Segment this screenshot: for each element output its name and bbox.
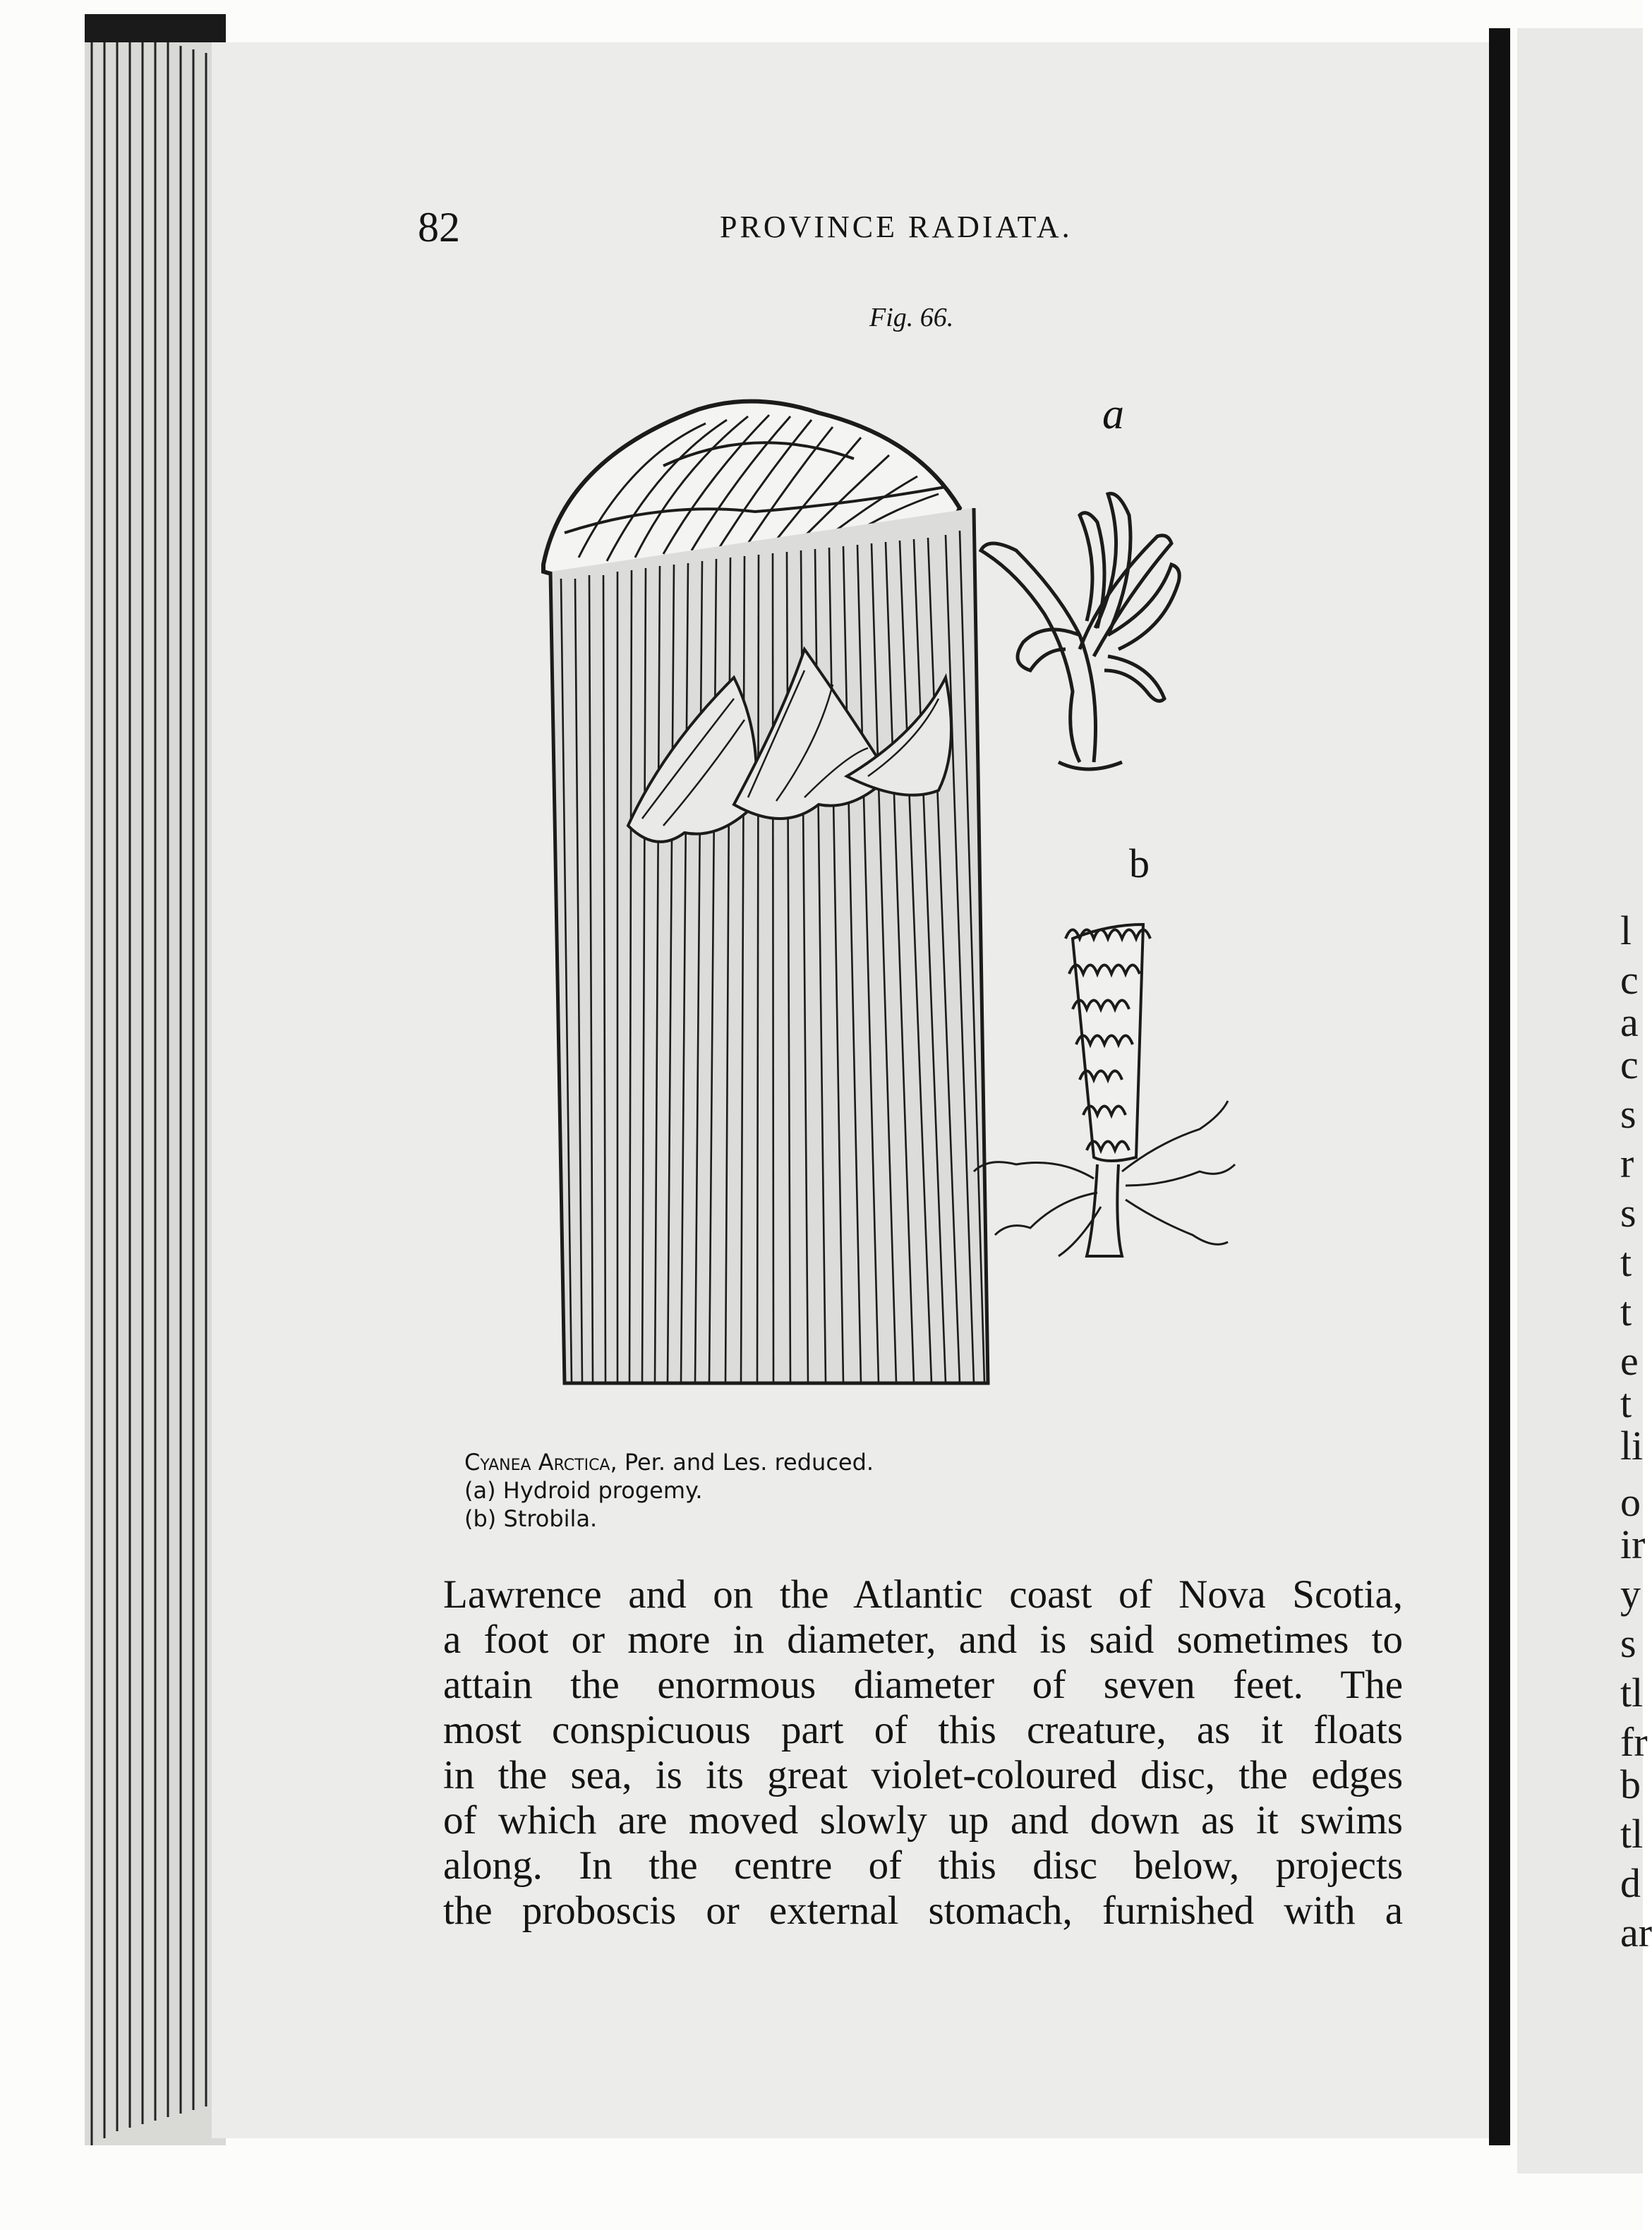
figure-caption [464,1448,1142,1533]
facing-letter: t [1620,1239,1632,1285]
body-line: in the sea, is its great violet-coloured disc, the edges [443,1753,1403,1797]
facing-letter: li [1620,1423,1644,1469]
facing-letter: tl [1620,1670,1644,1716]
caption-species: Cyanea Arctica [464,1449,610,1476]
running-head: PROVINCE RADIATA. [720,210,1073,244]
body-line: a foot or more in diameter, and is said sometimes to [443,1617,1403,1662]
facing-letter: t [1620,1289,1632,1334]
hydroid-progeny-drawing [981,493,1179,769]
caption-line: (a) Hydroid progemy. [464,1477,703,1504]
facing-letter: c [1620,957,1639,1003]
caption-line: (b) Strobila. [464,1505,598,1532]
body-line: most conspicuous part of this creature, as it floats [443,1708,1403,1752]
facing-letter: a [1620,999,1639,1045]
cyanea-jellyfish [543,402,988,1383]
caption-line [464,1448,1142,1476]
facing-letter: ir [1620,1521,1646,1567]
facing-letter: l [1620,908,1632,953]
facing-letter: s [1620,1190,1636,1236]
strobila-drawing [974,924,1235,1256]
figure-label: Fig. 66. [869,303,954,332]
body-line: attain the enormous diameter of seven feet. The [443,1663,1403,1707]
body-paragraph [443,1572,1403,1934]
page-number: 82 [418,204,460,251]
facing-letter: fr [1620,1719,1648,1765]
facing-letter: t [1620,1380,1632,1426]
body-line: Lawrence and on the Atlantic coast of Nova Scotia, [443,1572,1403,1617]
facing-letter: s [1620,1091,1636,1137]
book-page-edges [85,14,226,2145]
facing-letter: s [1620,1620,1636,1666]
caption-authority: , Per. and Les. reduced. [610,1449,874,1476]
page-gutter [1489,28,1510,2145]
facing-letter: ar [1620,1910,1652,1955]
facing-letter: d [1620,1860,1641,1906]
figure-sub-label-a: a [1102,390,1124,438]
facing-letter: y [1620,1571,1641,1617]
facing-letter: tl [1620,1811,1644,1857]
facing-letter: c [1620,1042,1639,1087]
figure-sub-label-b: b [1129,840,1150,886]
body-line: along. In the centre of this disc below, projects [443,1843,1403,1888]
body-line: of which are moved slowly up and down as it swims [443,1798,1403,1843]
facing-letter: b [1620,1761,1641,1807]
facing-letter: r [1620,1140,1634,1186]
jellyfish-illustration [522,381,1355,1411]
facing-letter: o [1620,1479,1641,1525]
body-line: the proboscis or external stomach, furnished with a [443,1888,1403,1933]
facing-letter: e [1620,1338,1639,1384]
